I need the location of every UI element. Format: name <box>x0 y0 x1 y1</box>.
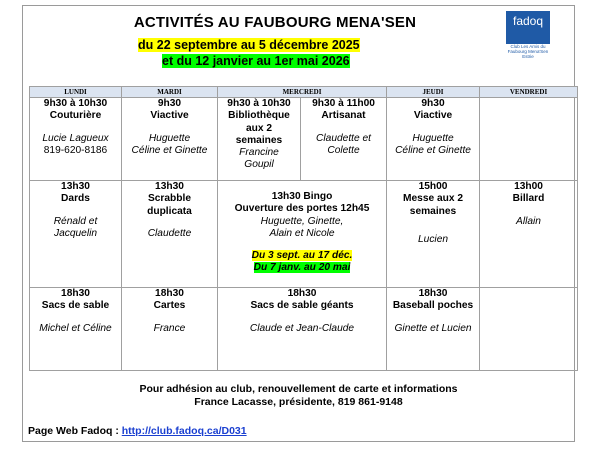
day-header-row <box>30 87 578 98</box>
day-mercredi: MERCREDI <box>218 87 387 98</box>
person: Lucien <box>418 233 449 245</box>
activity: Sacs de sable <box>41 300 110 312</box>
logo-mark: fadoq <box>506 11 550 44</box>
web-page-line <box>28 425 247 437</box>
person: Claudette <box>147 227 192 239</box>
activity: Dards <box>61 193 90 205</box>
activity: Cartes <box>153 300 186 312</box>
time: 18h30 <box>418 288 448 299</box>
doors-open: Ouverture des portes 12h45 <box>234 203 370 215</box>
time: 9h30 <box>421 98 445 109</box>
person: Huguette <box>412 132 454 144</box>
period-2 <box>162 54 350 68</box>
day-lundi: LUNDI <box>30 87 122 98</box>
person: Francine <box>239 147 279 159</box>
person: Goupil <box>244 159 274 171</box>
cell-jeudi-afternoon <box>387 181 480 288</box>
time: 18h30 <box>155 288 184 299</box>
evening-row <box>30 288 578 371</box>
cell-mardi-evening <box>122 288 218 371</box>
person: Colette <box>327 144 360 156</box>
person: Alain et Nicole <box>269 227 335 239</box>
activity: Couturière <box>49 110 102 122</box>
time: 15h00 <box>418 181 448 192</box>
time: 9h30 <box>157 98 182 109</box>
cell-vendredi-morning <box>480 98 578 181</box>
person: Claude et Jean-Claude <box>249 322 355 334</box>
web-link[interactable]: http://club.fadoq.ca/D031 <box>121 425 247 437</box>
logo-line-3: Estrie <box>522 54 534 59</box>
person: Jacquelin <box>53 227 98 239</box>
cell-mardi-morning <box>122 98 218 181</box>
period-1 <box>138 38 360 52</box>
bingo-dates-2: Du 7 janv. au 20 mai <box>253 262 351 274</box>
activity: semaines <box>409 205 457 217</box>
membership-line-2: France Lacasse, présidente, 819 861-9148 <box>194 396 403 408</box>
person: Michel et Céline <box>39 322 112 334</box>
day-vendredi: VENDREDI <box>480 87 578 98</box>
time: 9h30 à 11h00 <box>312 98 375 109</box>
time: 18h30 <box>287 288 317 299</box>
day-mardi: MARDI <box>122 87 218 98</box>
cell-vendredi-afternoon <box>480 181 578 288</box>
cell-lundi-afternoon <box>30 181 122 288</box>
cell-mercredi-afternoon <box>218 181 387 288</box>
person: Claudette et <box>316 132 371 144</box>
person: Ginette et Lucien <box>394 322 472 334</box>
time: 18h30 <box>61 288 90 299</box>
cell-jeudi-morning <box>387 98 480 181</box>
cell-lundi-morning <box>30 98 122 181</box>
person: Huguette <box>148 132 191 144</box>
activity: Artisanat <box>321 110 366 122</box>
morning-row <box>30 98 578 181</box>
bingo-time: 13h30 Bingo <box>271 191 333 202</box>
activity: Sacs de sable géants <box>250 300 354 312</box>
fadoq-logo <box>498 11 558 59</box>
cell-mardi-afternoon <box>122 181 218 288</box>
membership-info <box>22 383 575 409</box>
logo-line-1: Club Les Amis du <box>510 44 546 49</box>
schedule-table <box>29 86 578 371</box>
logo-line-2: Faubourg Mena'Sen <box>507 49 549 54</box>
cell-lundi-evening <box>30 288 122 371</box>
time: 13h30 <box>61 181 90 192</box>
activity: Billard <box>512 193 545 205</box>
period-1-text: du 22 septembre au 5 décembre 2025 <box>138 38 360 52</box>
activity: Bibliothèque <box>228 110 290 122</box>
person: Allain <box>516 215 541 227</box>
time: 9h30 à 10h30 <box>43 98 108 109</box>
period-2-text: et du 12 janvier au 1er mai 2026 <box>162 54 350 68</box>
activity: Messe aux 2 <box>403 193 464 205</box>
afternoon-row <box>30 181 578 288</box>
activity: Scrabble <box>147 193 192 205</box>
person: France <box>153 322 186 334</box>
person: Céline et Ginette <box>395 144 471 156</box>
phone: 819-620-8186 <box>43 144 108 156</box>
person: Huguette, Ginette, <box>260 215 344 227</box>
membership-line-1: Pour adhésion au club, renouvellement de carte et informations <box>139 383 458 395</box>
cell-mercredi-evening <box>218 288 387 371</box>
cell-vendredi-evening <box>480 288 578 371</box>
person: Rénald et <box>53 215 98 227</box>
activity: semaines <box>235 134 283 146</box>
cell-jeudi-evening <box>387 288 480 371</box>
activity: Baseball poches <box>392 300 474 312</box>
person: Céline et Ginette <box>131 144 208 156</box>
cell-mercredi-morning-b <box>301 98 387 181</box>
activity: aux 2 <box>245 122 273 134</box>
bingo-dates-1: Du 3 sept. au 17 déc. <box>251 250 353 262</box>
activity: Viactive <box>413 110 453 122</box>
time: 13h30 <box>155 181 184 192</box>
page-title: ACTIVITÉS AU FAUBOURG MENA'SEN <box>133 14 417 31</box>
time: 13h00 <box>514 181 543 192</box>
person: Lucie Lagueux <box>42 132 109 144</box>
activity: Viactive <box>150 110 189 122</box>
day-jeudi: JEUDI <box>387 87 480 98</box>
web-label: Page Web Fadoq : <box>28 425 119 437</box>
time: 9h30 à 10h30 <box>227 98 291 109</box>
cell-mercredi-morning-a <box>218 98 301 181</box>
activity: duplicata <box>147 205 192 217</box>
